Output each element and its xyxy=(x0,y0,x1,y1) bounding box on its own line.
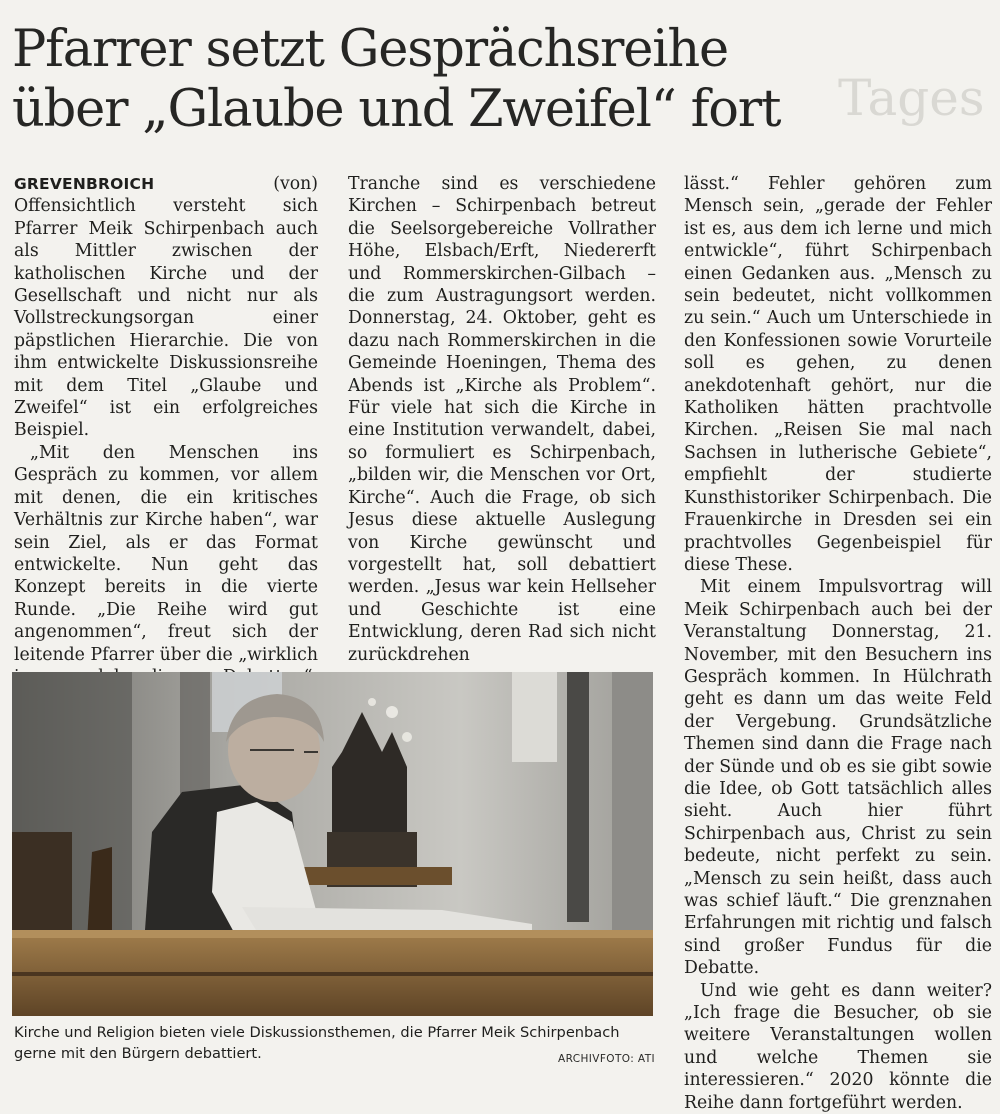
headline-line-2: über „Glaube und Zweifel“ fort xyxy=(12,80,781,139)
article-column-1 xyxy=(14,173,318,711)
article-column-2 xyxy=(348,173,656,666)
article-column-3 xyxy=(684,173,992,1113)
paragraph: „Mit den Menschen ins Gespräch zu kommen, vor allem mit denen, die ein kritisches Verhältnis zur Kirche haben“, war sein Ziel, als er das Format entwickelte. Nun geht das Konzept bereits in die vierte Runde. „Die Reihe wird gut angenommen“, freut sich der leitende Pfarrer über die „wirklich xyxy=(14,442,318,665)
paragraph: Mit einem Impulsvortrag will Meik Schirpenbach auch bei der Veranstaltung Donnerstag, 21. November, mit den Besuchern ins Gespräch kommen. In Hülchrath geht es dann um das weite Feld der Vergebung. Grundsätzliche Themen sind dann die Frage nach der Sünde und ob es sie gibt sowie die Idee, ob Gott tatsächlich alles sieht. Auch hier führt Schirpenbach aus, Christ zu sein bedeute, nicht perfekt zu sein. „Mensch zu sein heißt, dass auch was schief läuft.“ Die grenznahen Erfahrungen mit richtig und falsch sind großer Fundus für die Debatte. xyxy=(684,577,992,979)
dateline: GREVENBROICH xyxy=(14,175,155,193)
photo-illustration xyxy=(12,672,653,1016)
paragraph: Tranche sind es verschiedene Kirchen – Schirpenbach betreut die Seelsorgebereiche Vollrather Höhe, Elsbach/Erft, Niedererft und Rommerskirchen-Gilbach – die zum Austragungsort werden. Donnerstag, 24. Oktober, geht es dazu nach Rommerskirchen in die Gemeinde Hoeningen, Thema des Abends ist „Kirche als Problem“. Für viele hat sich die Kirche in eine Institution verwandelt, dabei, so formuliert es Schirpenbach, „bilden wir, die Menschen vor Ort, Kirche“. Auch die Frage, ob sich Jesus diese aktuelle Auslegung von Kirche gewünscht und vorgestellt hat, soll debattiert werden. „Jesus war kein Hellseher und Geschichte ist eine Entwicklung, deren Rad sich nicht zurückdrehen xyxy=(348,174,656,665)
headline-line-1: Pfarrer setzt Gesprächsreihe xyxy=(12,20,728,79)
photo-credit: ARCHIVFOTO: ATI xyxy=(558,1053,656,1065)
paragraph: Und wie geht es dann weiter? „Ich frage die Besucher, ob sie weitere Veranstaltungen wollen und welche Themen sie interessieren.“ 2020 könnte die Reihe dann fortgeführt werden. xyxy=(684,980,992,1113)
adjacent-headline-fragment: Tages xyxy=(838,69,985,127)
paragraph xyxy=(14,173,318,442)
headline xyxy=(12,20,852,140)
article-photo xyxy=(12,672,653,1016)
photo-caption: Kirche und Religion bieten viele Diskussionsthemen, die Pfarrer Meik Schirpenbach gerne mit den Bürgern debattiert. xyxy=(14,1024,620,1062)
paragraph-text: (von) Offensichtlich versteht sich Pfarrer Meik Schirpenbach auch als Mittler zwischen der katholischen Kirche und der Gesellschaft und nicht nur als Vollstreckungsorgan einer päpstlichen Hierarchie. Die von ihm entwickelte Diskussionsreihe mit dem Titel „Glaube und Zweifel“ ist ein erfolgreiches Beispiel. xyxy=(14,174,318,441)
paragraph: lässt.“ Fehler gehören zum Mensch sein, „gerade der Fehler ist es, aus dem ich lerne und mich entwickle“, führt Schirpenbach einen Gedanken aus. „Mensch zu sein bedeutet, nicht vollkommen zu sein.“ Auch um Unterschiede in den Konfessionen sowie Vorurteile soll es gehen, zu denen anekdotenhaft gehört, nur die Katholiken hätten prachtvolle Kirchen. „Reisen Sie mal nach Sachsen in lutherische Gebiete“, empfiehlt der studierte Kunsthistoriker Schirpenbach. Die Frauenkirche in Dresden sei ein prachtvolles Gegenbeispiel für diese These. xyxy=(684,174,992,575)
